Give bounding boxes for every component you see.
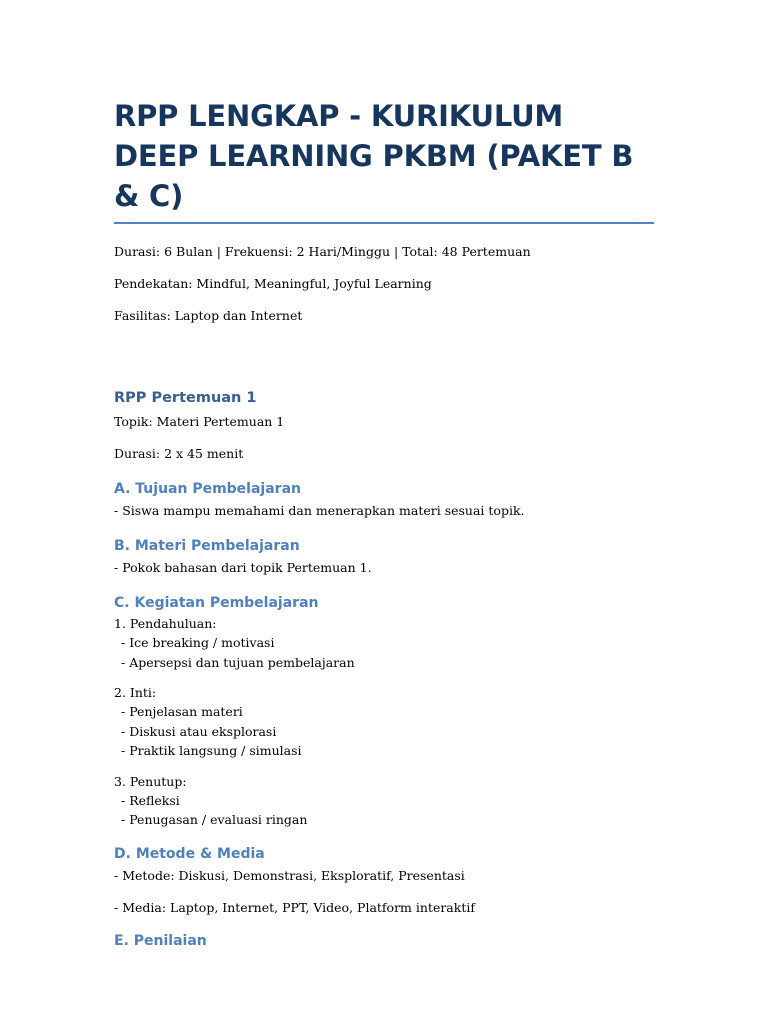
document-page xyxy=(114,0,654,951)
meta-approach-line: Pendekatan: Mindful, Meaningful, Joyful Learning xyxy=(114,276,432,291)
meta-facilities-line: Fasilitas: Laptop dan Internet xyxy=(114,308,303,323)
section-d-method-line: - Metode: Diskusi, Demonstrasi, Eksploratif, Presentasi xyxy=(114,867,465,883)
step-item: - Refleksi xyxy=(121,792,180,808)
section-b-line: - Pokok bahasan dari topik Pertemuan 1. xyxy=(114,560,372,575)
step-pendahuluan xyxy=(114,615,654,672)
step-item: - Diskusi atau eksplorasi xyxy=(121,723,277,739)
document-title: RPP LENGKAP - KURIKULUM DEEP LEARNING PKBM (PAKET B & C) xyxy=(114,99,634,213)
step-label: 1. Pendahuluan: xyxy=(114,616,217,631)
title-underline xyxy=(114,222,654,224)
meeting-topic: Topik: Materi Pertemuan 1 xyxy=(114,414,285,429)
section-b-heading: B. Materi Pembelajaran xyxy=(114,538,300,554)
step-item: - Praktik langsung / simulasi xyxy=(121,743,302,758)
section-a-line: - Siswa mampu memahami dan menerapkan materi sesuai topik. xyxy=(114,503,525,518)
meta-duration-line: Durasi: 6 Bulan | Frekuensi: 2 Hari/Minggu | Total: 48 Pertemuan xyxy=(114,244,531,259)
step-label: 3. Penutup: xyxy=(114,773,187,789)
step-penutup xyxy=(114,773,654,830)
section-d-heading: D. Metode & Media xyxy=(114,845,265,862)
step-label: 2. Inti: xyxy=(114,685,157,700)
step-item: - Apersepsi dan tujuan pembelajaran xyxy=(121,654,355,670)
section-a-heading: A. Tujuan Pembelajaran xyxy=(114,481,301,497)
step-inti xyxy=(114,684,654,761)
step-item: - Ice breaking / motivasi xyxy=(121,635,275,650)
meeting-duration: Durasi: 2 x 45 menit xyxy=(114,446,244,461)
step-item: - Penugasan / evaluasi ringan xyxy=(121,812,308,827)
section-d-media-line: - Media: Laptop, Internet, PPT, Video, Platform interaktif xyxy=(114,899,475,915)
section-e-heading: E. Penilaian xyxy=(114,932,207,949)
section-c-heading: C. Kegiatan Pembelajaran xyxy=(114,595,319,611)
meeting-heading: RPP Pertemuan 1 xyxy=(114,390,257,406)
step-item: - Penjelasan materi xyxy=(121,704,243,719)
